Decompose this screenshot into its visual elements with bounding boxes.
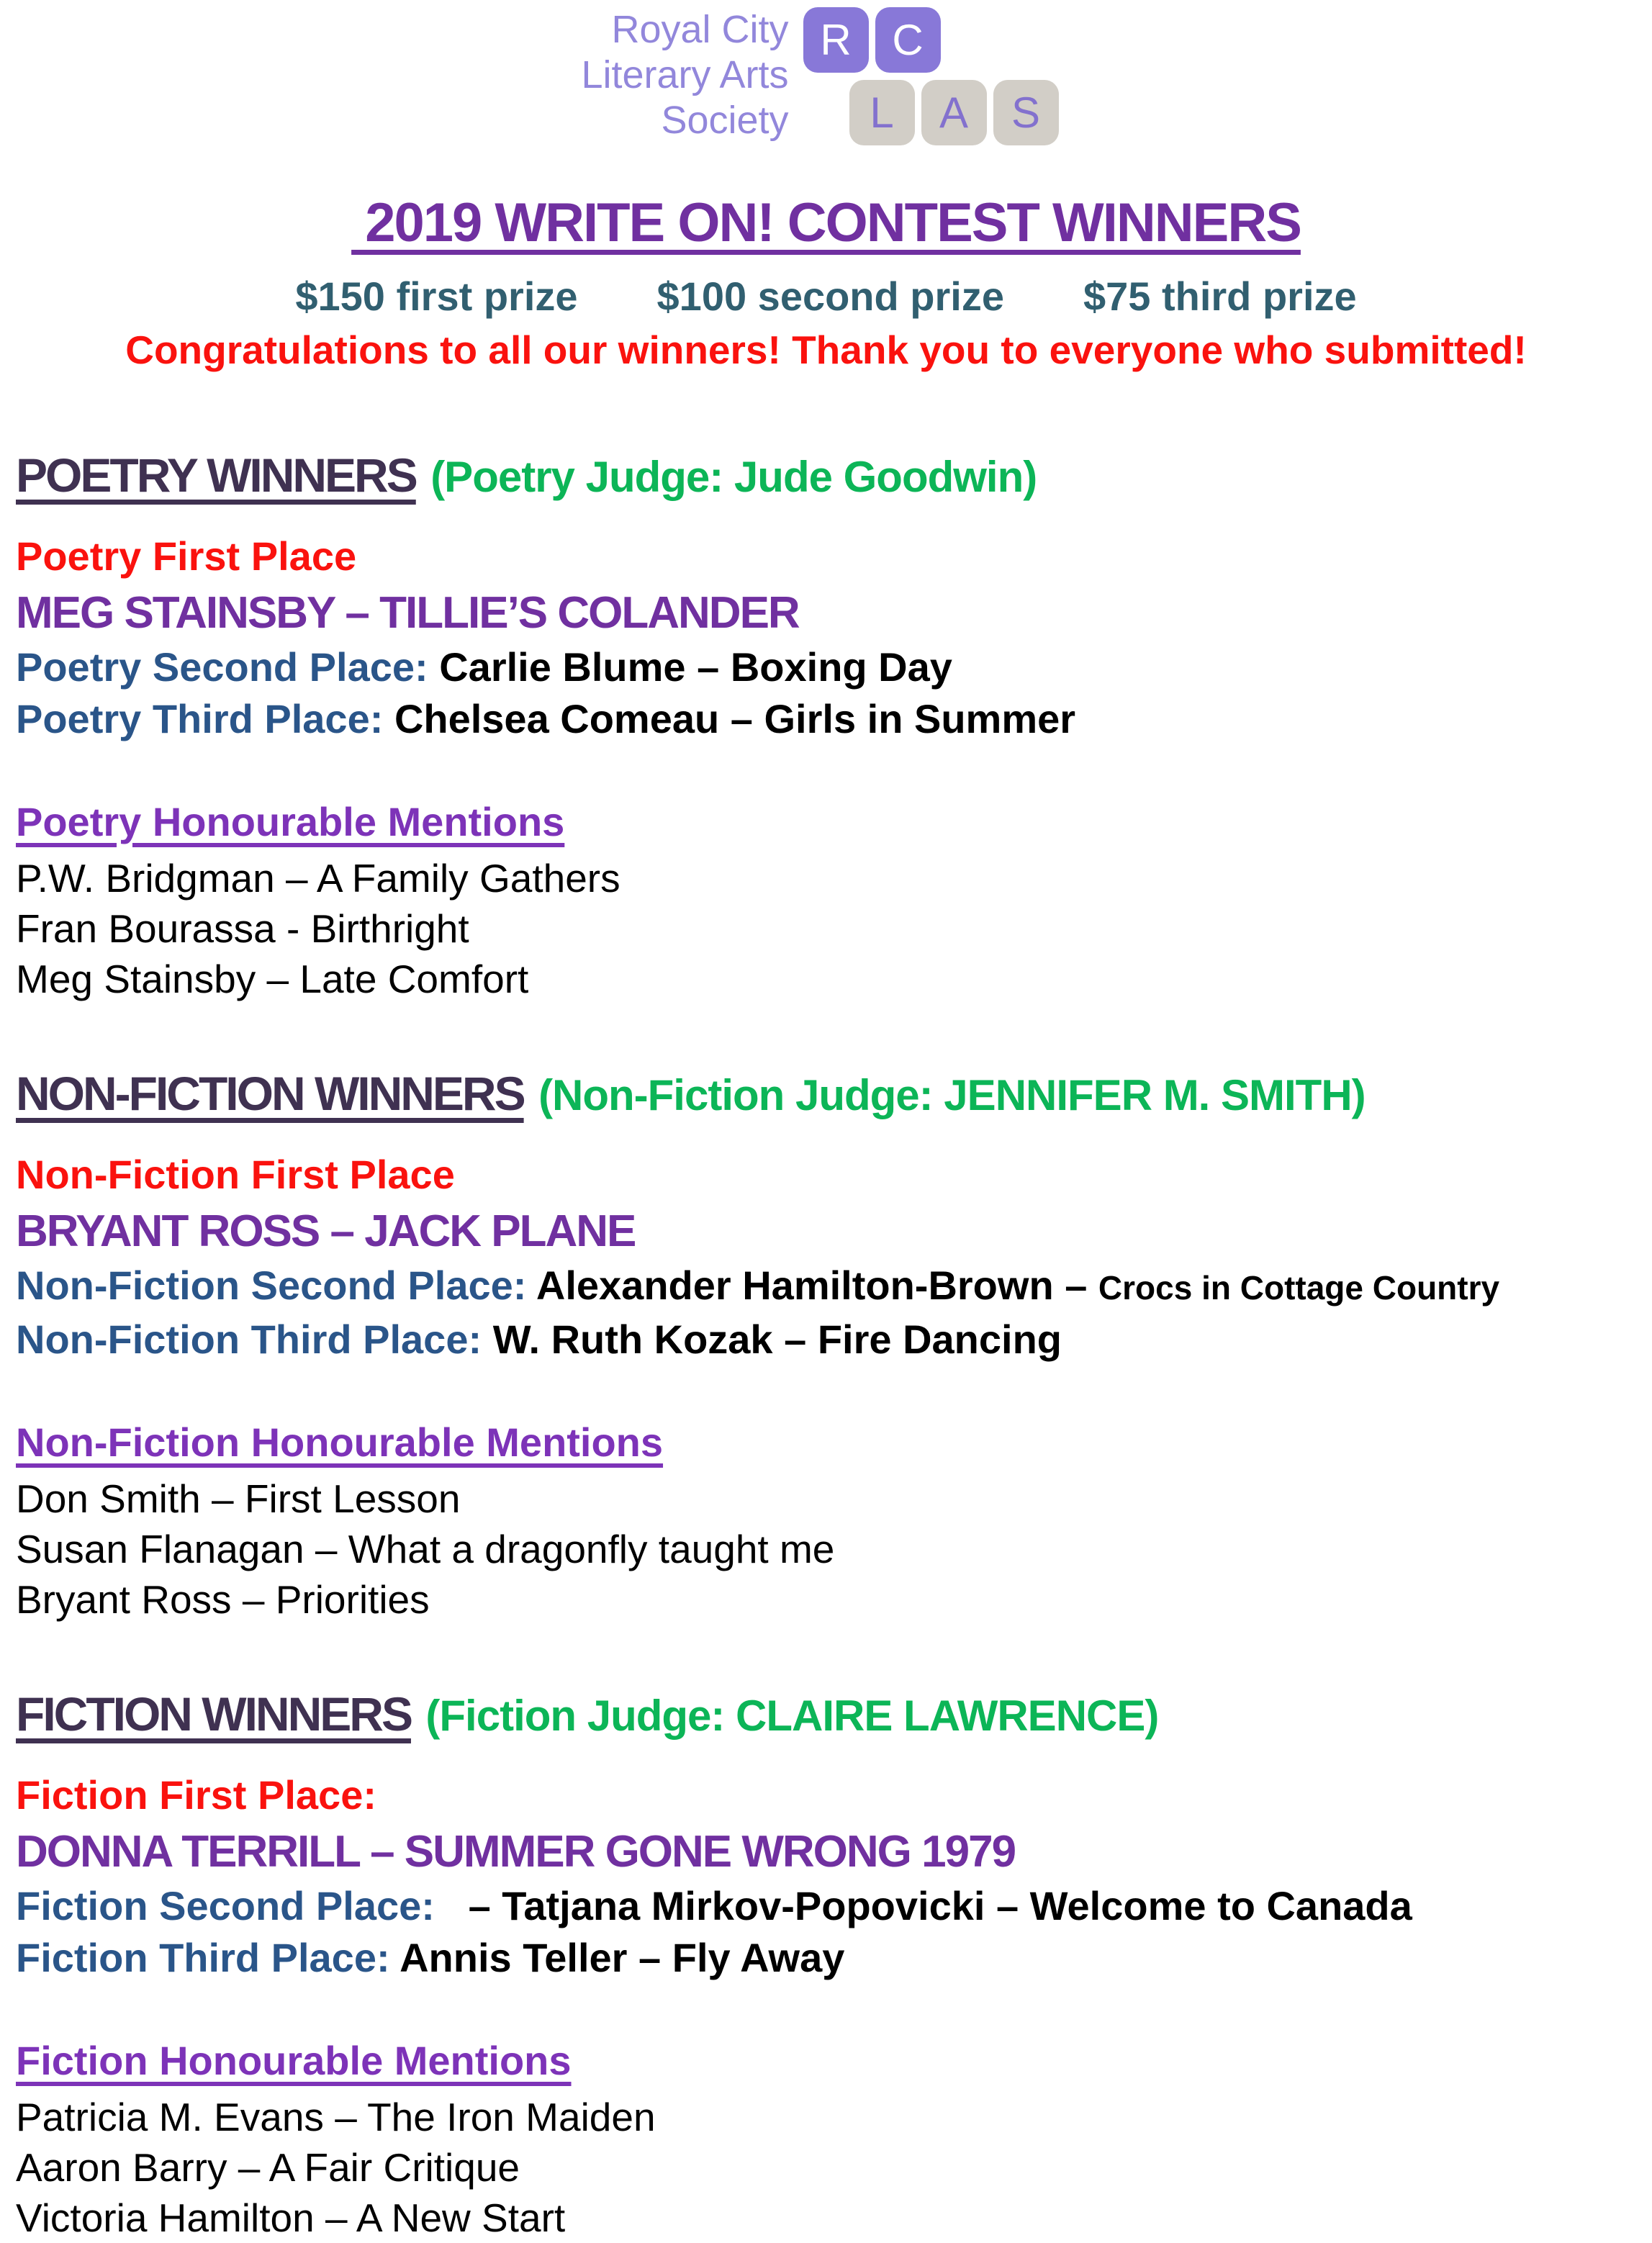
section-poetry [16,442,1645,1004]
fiction-honourable-mentions-list [16,2092,1645,2243]
winners-content [0,442,1652,2243]
prize-first: $150 first prize [295,274,578,319]
poetry-third-place-label: Poetry Third Place: [16,696,384,741]
poetry-second-place-label: Poetry Second Place: [16,644,428,690]
list-item: Fran Bourassa - Birthright [16,906,469,951]
tile-row-top [803,7,1071,73]
poetry-second-place [16,641,1645,693]
rclas-logo [0,0,1652,145]
fiction-third-place-value: Annis Teller – Fly Away [400,1935,845,1980]
list-item: Don Smith – First Lesson [16,1476,461,1521]
list-item: Bryant Ross – Priorities [16,1577,430,1622]
logo-tile-l: L [849,80,915,145]
prize-line [0,273,1652,320]
non-fiction-third-place [16,1314,1645,1366]
non-fiction-second-place-value [536,1263,1499,1308]
poetry-first-place-label: Poetry First Place [16,533,357,579]
tile-row-bottom [849,80,1071,145]
logo-org-line: Society [661,99,789,142]
poetry-honourable-mentions-list [16,853,1645,1004]
poetry-heading: POETRY WINNERS [16,448,416,502]
prize-second: $100 second prize [656,274,1004,319]
non-fiction-first-place-label: Non-Fiction First Place [16,1152,455,1197]
logo-org-line: Royal City [611,8,789,51]
logo-tile-s: S [993,80,1059,145]
poetry-third-place-value: Chelsea Comeau – Girls in Summer [394,696,1076,741]
fiction-judge: (Fiction Judge: CLAIRE LAWRENCE) [425,1692,1159,1740]
congratulations-line: Congratulations to all our winners! Thank you to everyone who submitted! [125,328,1527,372]
section-non-fiction [16,1060,1645,1625]
fiction-second-place-value: – Tatjana Mirkov-Popovicki – Welcome to Canada [446,1883,1412,1928]
fiction-honourable-mentions-heading: Fiction Honourable Mentions [16,2038,572,2083]
poetry-honourable-mentions-heading: Poetry Honourable Mentions [16,799,565,844]
logo-tile-a: A [921,80,987,145]
prize-third: $75 third prize [1083,274,1357,319]
non-fiction-first-place-winner: BRYANT ROSS – JACK PLANE [16,1206,636,1256]
fiction-first-place-label: Fiction First Place: [16,1772,376,1818]
winning-title-small: Crocs in Cottage Country [1098,1269,1500,1306]
poetry-judge: (Poetry Judge: Jude Goodwin) [430,453,1037,501]
fiction-second-place [16,1880,1645,1932]
fiction-third-place [16,1932,1645,1984]
logo-org-line: Literary Arts [581,53,789,96]
section-fiction [16,1681,1645,2243]
logo-tile-c: C [875,7,941,73]
non-fiction-second-place-label: Non-Fiction Second Place: [16,1263,527,1308]
list-item: Victoria Hamilton – A New Start [16,2195,566,2240]
non-fiction-second-place [16,1260,1645,1314]
list-item: Susan Flanagan – What a dragonfly taught me [16,1527,835,1571]
non-fiction-heading: NON-FICTION WINNERS [16,1067,524,1120]
winner-name: Alexander Hamilton-Brown – [536,1263,1098,1308]
list-item: Meg Stainsby – Late Comfort [16,957,529,1001]
logo-org-name [581,7,788,143]
fiction-second-place-label: Fiction Second Place: [16,1883,435,1928]
logo-tile-r: R [803,7,869,73]
fiction-heading: FICTION WINNERS [16,1687,411,1741]
non-fiction-honourable-mentions-heading: Non-Fiction Honourable Mentions [16,1420,664,1465]
poetry-second-place-value: Carlie Blume – Boxing Day [439,644,952,690]
poetry-first-place-winner: MEG STAINSBY – TILLIE’S COLANDER [16,588,799,638]
page-title: 2019 WRITE ON! CONTEST WINNERS [351,192,1301,253]
rclas-tile-monogram-icon [803,7,1071,145]
non-fiction-judge: (Non-Fiction Judge: JENNIFER M. SMITH) [538,1071,1366,1119]
fiction-first-place-winner: DONNA TERRILL – SUMMER GONE WRONG 1979 [16,1827,1016,1877]
non-fiction-third-place-value: W. Ruth Kozak – Fire Dancing [492,1317,1062,1362]
list-item: Patricia M. Evans – The Iron Maiden [16,2095,656,2139]
non-fiction-honourable-mentions-list [16,1473,1645,1625]
poetry-heading-line [16,442,1645,522]
non-fiction-third-place-label: Non-Fiction Third Place: [16,1317,482,1362]
fiction-third-place-label: Fiction Third Place: [16,1935,390,1980]
list-item: Aaron Barry – A Fair Critique [16,2145,520,2190]
poetry-third-place [16,693,1645,745]
list-item: P.W. Bridgman – A Family Gathers [16,856,620,901]
non-fiction-heading-line [16,1060,1645,1140]
fiction-heading-line [16,1681,1645,1761]
